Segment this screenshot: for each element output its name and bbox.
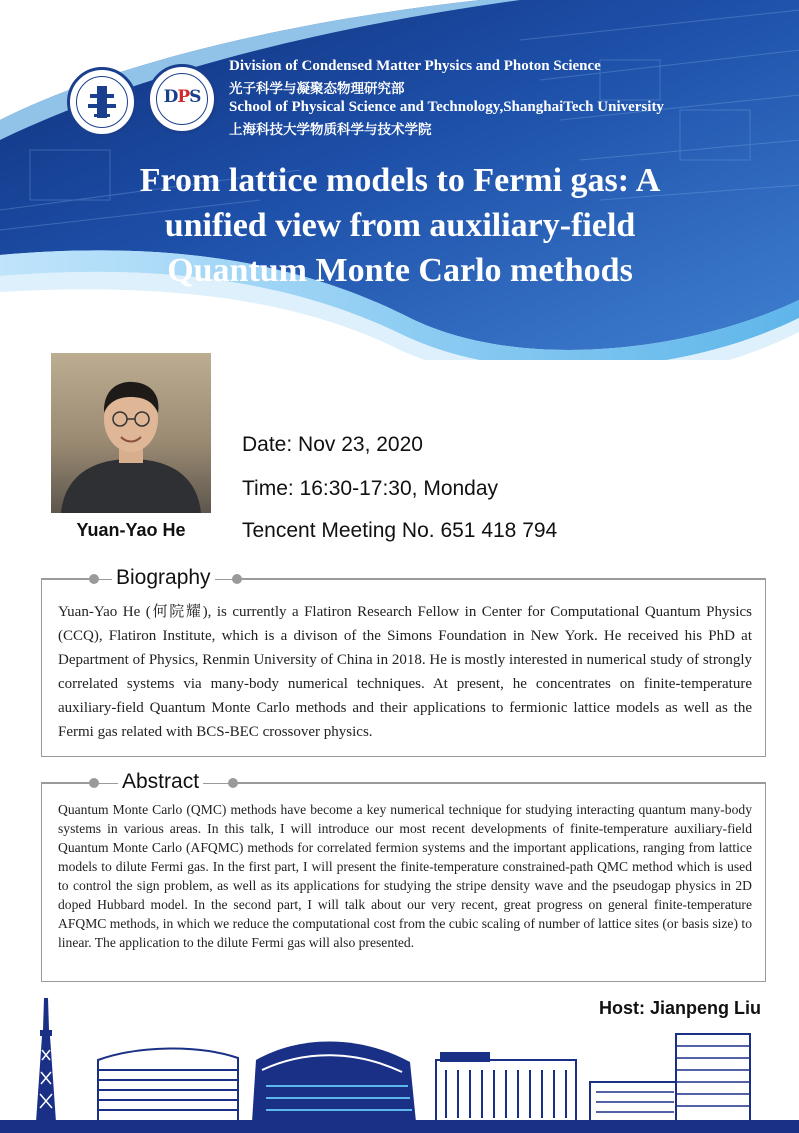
institution-line-2: 光子科学与凝聚态物理研究部	[229, 81, 405, 97]
talk-date: Date: Nov 23, 2020	[242, 433, 423, 456]
biography-heading: Biography	[112, 566, 215, 590]
tv-tower-icon	[36, 998, 56, 1122]
speaker-name: Yuan-Yao He	[76, 520, 186, 540]
dps-logo-text	[150, 87, 214, 107]
meeting-number: Tencent Meeting No. 651 418 794	[242, 519, 558, 542]
institution-line-4: 上海科技大学物质科学与技术学院	[229, 122, 432, 138]
abstract-dot-left	[89, 778, 99, 788]
building-2-icon	[252, 1041, 416, 1122]
biography-text: Yuan-Yao He (何院耀), is currently a Flatiron Research Fellow in Center for Computational Quantum Physics (CCQ), Flatiron Institute, which is a divison of the Simons Foundation in New York. He received his PhD at Department of Physics, Renmin University of China in 2018. He is mostly interested in numerical study of strongly correlated systems via many-body numerical techniques. At present, he concentrates on finite-temperature auxiliary-field Quantum Monte Carlo methods and their applications to fermionic lattice models as well as the Fermi gas related with BCS-BEC crossover physics.	[58, 604, 752, 740]
building-3-icon	[436, 1052, 576, 1122]
dps-letter-s: S	[189, 87, 201, 107]
abstract-heading: Abstract	[118, 770, 203, 794]
shanghaitech-seal-icon	[70, 70, 134, 134]
title-line-1: From lattice models to Fermi gas: A	[139, 162, 661, 199]
institution-line-1: Division of Condensed Matter Physics and Photon Science	[229, 58, 601, 74]
campus-skyline-illustration	[0, 990, 799, 1133]
abstract-divider-right	[236, 782, 766, 784]
dps-letter-p: P	[177, 87, 190, 107]
speaker-photo	[51, 353, 211, 513]
shanghaitech-logo	[67, 67, 137, 137]
abstract-text: Quantum Monte Carlo (QMC) methods have become a key numerical technique for studying interacting quantum many-body systems in various areas. In this talk, I will introduce our most recent developments of finite-temperature auxiliary-field Quantum Monte Carlo (AFQMC) methods for correlated fermion systems and the important applications, ranging from lattice models to dilute Fermi gas. In the first part, I will present the finite-temperature constrained-path QMC method which is used to control the sign problem, as well as its applications for studying the stripe density wave and the pseudogap physics in 2D doped Hubbard model. In the second part, I will talk about our very recent, great progress on general finite-temperature AFQMC methods, in which we reduce the computational cost from the cubic scaling of number of lattice sites (or basis size) to linear. The application to the dilute Fermi gas will also presented.	[58, 802, 752, 950]
biography-dot-left	[89, 574, 99, 584]
title-line-2: unified view from auxiliary-field	[164, 207, 636, 244]
building-4-icon	[590, 1034, 750, 1122]
biography-divider-right	[240, 578, 766, 580]
host-name: Host: Jianpeng Liu	[599, 998, 761, 1018]
building-1-icon	[98, 1048, 238, 1122]
speaker-portrait-icon	[51, 353, 211, 513]
biography-divider-left	[41, 578, 93, 580]
dps-letter-d: D	[163, 87, 178, 107]
title-line-3: Quantum Monte Carlo methods	[167, 252, 633, 289]
abstract-divider-left	[41, 782, 93, 784]
talk-time: Time: 16:30-17:30, Monday	[242, 477, 499, 500]
dps-logo	[147, 64, 217, 134]
talk-title	[70, 158, 730, 293]
institution-line-3: School of Physical Science and Technology,ShanghaiTech University	[229, 99, 664, 115]
footer-band	[0, 1120, 799, 1133]
